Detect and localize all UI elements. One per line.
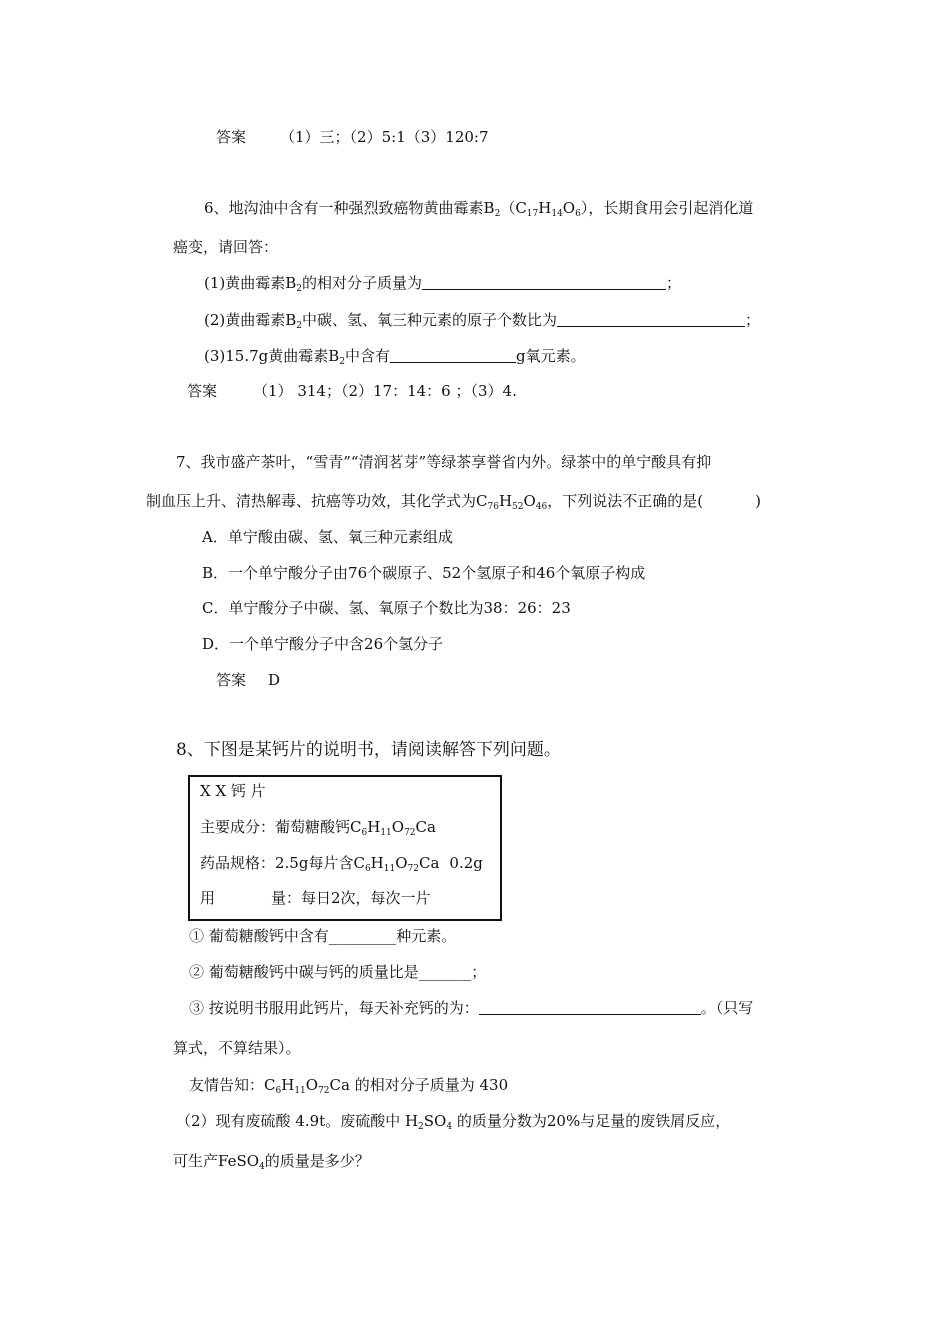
answer-text: （1）三；（2）5:1（3）120:7 <box>280 128 489 146</box>
answer-5 <box>216 127 489 147</box>
question-8-sub-3: ③ 按说明书服用此钙片，每天补充钙的为： 。（只写 <box>189 999 754 1017</box>
question-8-part-2-cont: 可生产FeSO$_4$的质量是多少？ <box>173 1152 370 1172</box>
question-7-stem-cont: 制血压上升、清热解毒、抗癌等功效，其化学式为$C_{76}H_{52}O_{46}$，下列说法不正确的是( ) <box>146 492 761 512</box>
question-8-sub-2: ② 葡萄糖酸钙中碳与钙的质量比是_______； <box>189 963 487 981</box>
answer-blank[interactable] <box>422 275 666 290</box>
question-8-title: 8、下图是某钙片的说明书，请阅读解答下列问题。 <box>176 740 561 760</box>
question-6-sub-2: (2)黄曲霉素$B_2$中碳、氢、氧三种元素的原子个数比为 ； <box>204 311 761 331</box>
question-7-stem: 7、我市盛产茶叶，“雪青”“清润茗芽”等绿茶享誉省内外。绿茶中的单宁酸具有抑 <box>176 453 712 471</box>
answer-6: 答案 （1） 314；（2）17：14：6 ；（3）4. <box>187 382 517 400</box>
answer-blank[interactable] <box>390 348 516 363</box>
option-a[interactable]: A．单宁酸由碳、氢、氧三种元素组成 <box>202 528 453 546</box>
answer-blank[interactable]: _________ <box>328 927 397 945</box>
answer-blank[interactable]: _______ <box>418 963 472 981</box>
answer-label: 答案 <box>216 128 247 146</box>
main-ingredient: 主要成分：葡萄糖酸钙$C_6H_{11}O_{72}Ca$ <box>200 818 436 838</box>
option-d[interactable]: D．一个单宁酸分子中含26个氢分子 <box>202 635 444 653</box>
answer-blank[interactable] <box>479 1000 701 1015</box>
question-6-stem-cont: 癌变，请回答： <box>173 238 279 256</box>
answer-blank[interactable] <box>557 312 745 327</box>
product-name: X X 钙 片 <box>200 782 266 800</box>
question-8-part-2: （2）现有废硫酸 4.9t。废硫酸中 $H_2SO_4$ 的质量分数为20%与足量的废铁屑反应， <box>176 1112 731 1132</box>
option-c[interactable]: C．单宁酸分子中碳、氢、氧原子个数比为38：26：23 <box>202 599 571 617</box>
calcium-tablet-label <box>188 775 502 921</box>
question-8-sub-3-cont: 算式，不算结果）。 <box>173 1039 301 1057</box>
option-b[interactable]: B．一个单宁酸分子由76个碳原子、52个氢原子和46个氧原子构成 <box>202 564 646 582</box>
question-6-sub-1: (1)黄曲霉素$B_2$的相对分子质量为 ； <box>204 274 682 294</box>
drug-spec: 药品规格：2.5g每片含$C_6H_{11}O_{72}Ca$ 0.2g <box>200 854 483 874</box>
hint: 友情告知：$C_6H_{11}O_{72}Ca$ 的相对分子质量为 430 <box>189 1076 509 1096</box>
question-8-sub-1: ① 葡萄糖酸钙中含有_________种元素。 <box>189 927 457 945</box>
dosage: 用 量：每日2次，每次一片 <box>200 889 431 907</box>
question-6-sub-3: (3)15.7g黄曲霉素$B_2$中含有 g氧元素。 <box>204 347 586 367</box>
answer-7: 答案 D <box>216 671 281 689</box>
question-6-stem: 6、地沟油中含有一种强烈致癌物黄曲霉素$B_2(C_{17}H_{14}O_6)$，长期食用会引起消化道 <box>204 199 754 219</box>
